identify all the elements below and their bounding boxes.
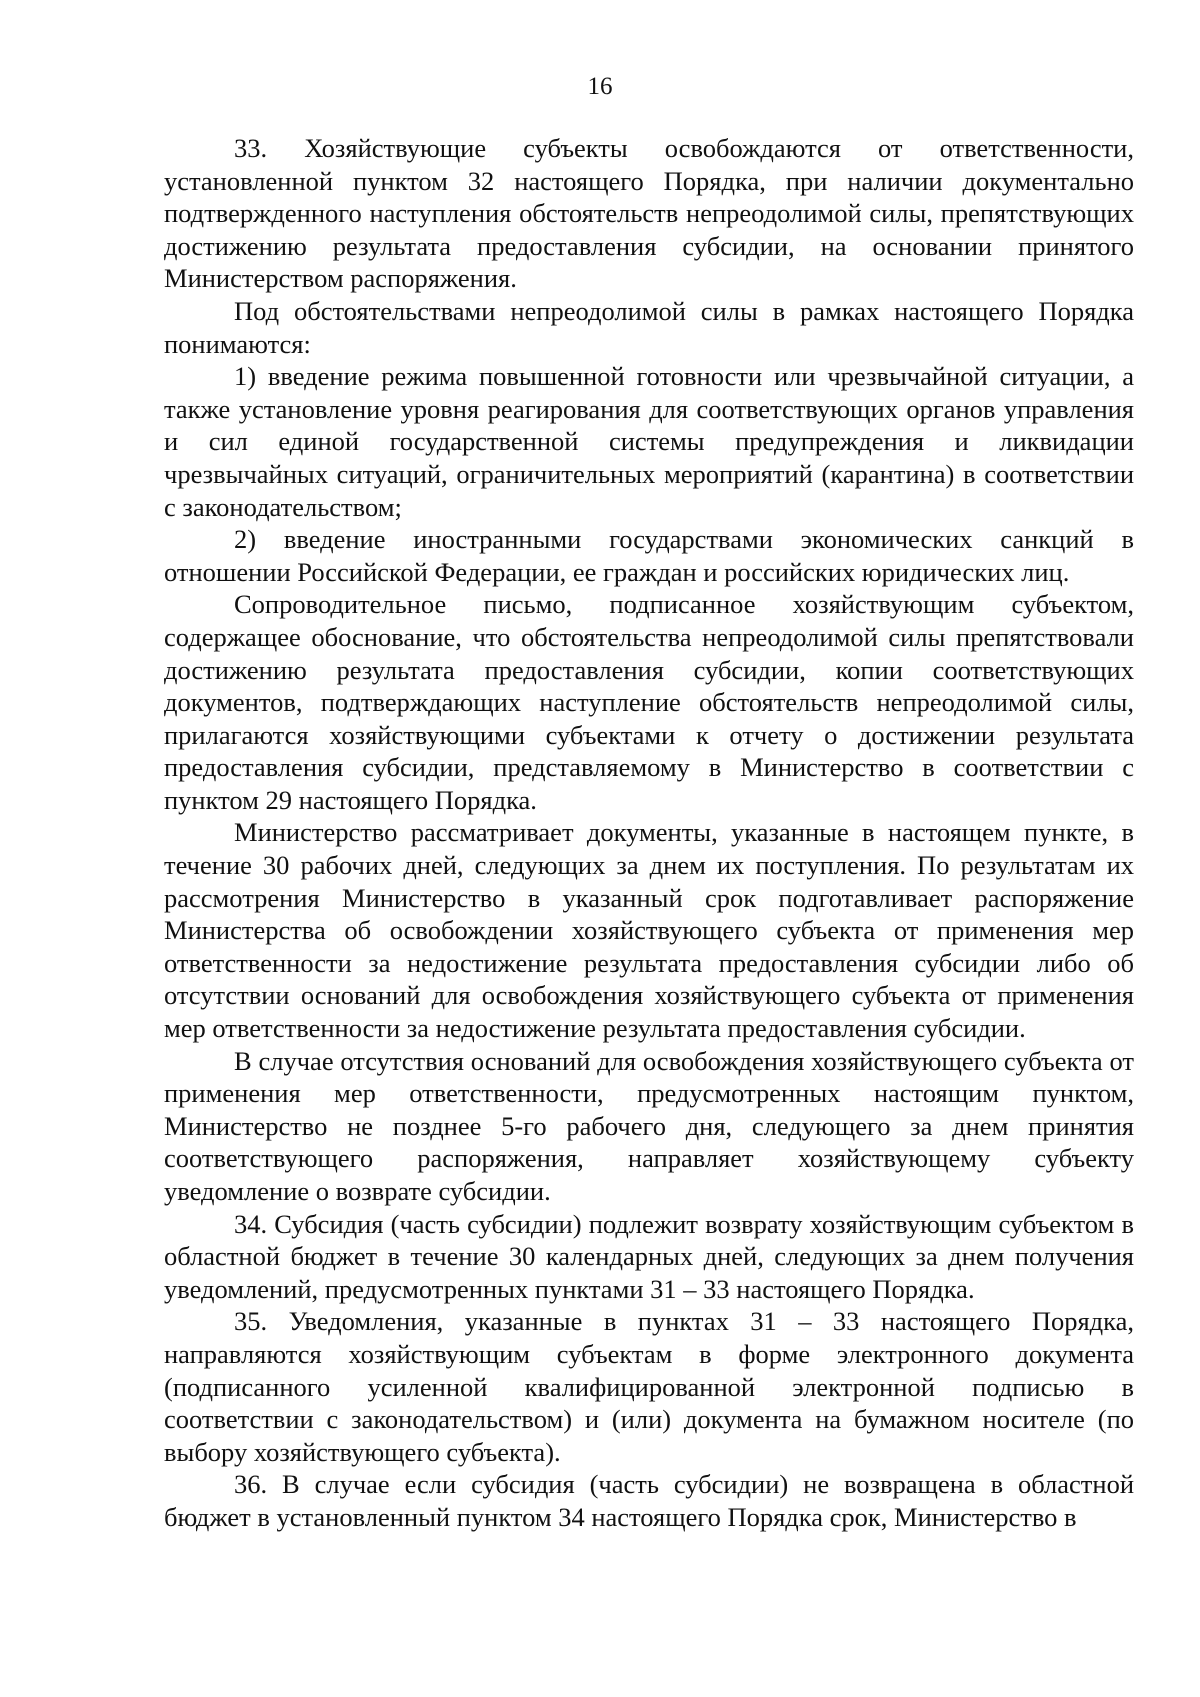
paragraph-cover-letter: Сопроводительное письмо, подписанное хозяйствующим субъектом, содержащее обоснование, что обстоятельства непреодолимой силы препятствовали достижению результата предоставления субсидии, копии соответствующих документов, подтверждающих наступление обстоятельств непреодолимой силы, прилагаются хозяйствующими субъектами к отчету о достижении результата предоставления субсидии, представляемому в Министерство в соответствии с пунктом 29 настоящего Порядка. [164, 589, 1134, 815]
paragraph-ministry-review: Министерство рассматривает документы, указанные в настоящем пункте, в течение 30 рабочих дней, следующих за днем их поступления. По результатам их рассмотрения Министерство в указанный срок подготавливает распоряжение Министерства об освобождении хозяйствующего субъекта от применения мер ответственности за недостижение результата предоставления субсидии либо об отсутствии оснований для освобождения хозяйствующего субъекта от применения мер ответственности за недостижение результата предоставления субсидии. [164, 817, 1134, 1044]
paragraph-33: 33. Хозяйствующие субъекты освобождаются от ответственности, установленной пунктом 32 настоящего Порядка, при наличии документально подтвержденного наступления обстоятельств непреодолимой силы, препятствующих достижению результата предоставления субсидии, на основании принятого Министерством распоряжения. [164, 133, 1134, 294]
paragraph-force-majeure-definition: Под обстоятельствами непреодолимой силы в рамках настоящего Порядка понимаются: [164, 295, 1134, 359]
paragraph-34: 34. Субсидия (часть субсидии) подлежит возврату хозяйствующим субъектом в областной бюджет в течение 30 календарных дней, следующих за днем получения уведомлений, предусмотренных пунктами 31 – 33 настоящего Порядка. [164, 1208, 1134, 1304]
page-number: 16 [587, 73, 613, 100]
paragraph-36: 36. В случае если субсидия (часть субсидии) не возвращена в областной бюджет в установленный пунктом 34 настоящего Порядка срок, Министерство в [164, 1469, 1134, 1532]
paragraph-35: 35. Уведомления, указанные в пунктах 31 – 33 настоящего Порядка, направляются хозяйствующим субъектам в форме электронного документа (подписанного усиленной квалифицированной электронной подписью в соответствии с законодательством) и (или) документа на бумажном носителе (по выбору хозяйствующего субъекта). [164, 1306, 1134, 1467]
paragraph-no-grounds: В случае отсутствия оснований для освобождения хозяйствующего субъекта от применения мер ответственности, предусмотренных настоящим пунктом, Министерство не позднее 5-го рабочего дня, следующего за днем принятия соответствующего распоряжения, направляет хозяйствующему субъекту уведомление о возврате субсидии. [164, 1045, 1134, 1206]
document-body [164, 132, 1134, 1534]
paragraph-item-2: 2) введение иностранными государствами экономических санкций в отношении Российской Федерации, ее граждан и российских юридических лиц. [164, 524, 1134, 587]
paragraph-item-1: 1) введение режима повышенной готовности или чрезвычайной ситуации, а также установление уровня реагирования для соответствующих органов управления и сил единой государственной системы предупреждения и ликвидации чрезвычайных ситуаций, ограничительных мероприятий (карантина) в соответствии с законодательством; [164, 361, 1134, 522]
